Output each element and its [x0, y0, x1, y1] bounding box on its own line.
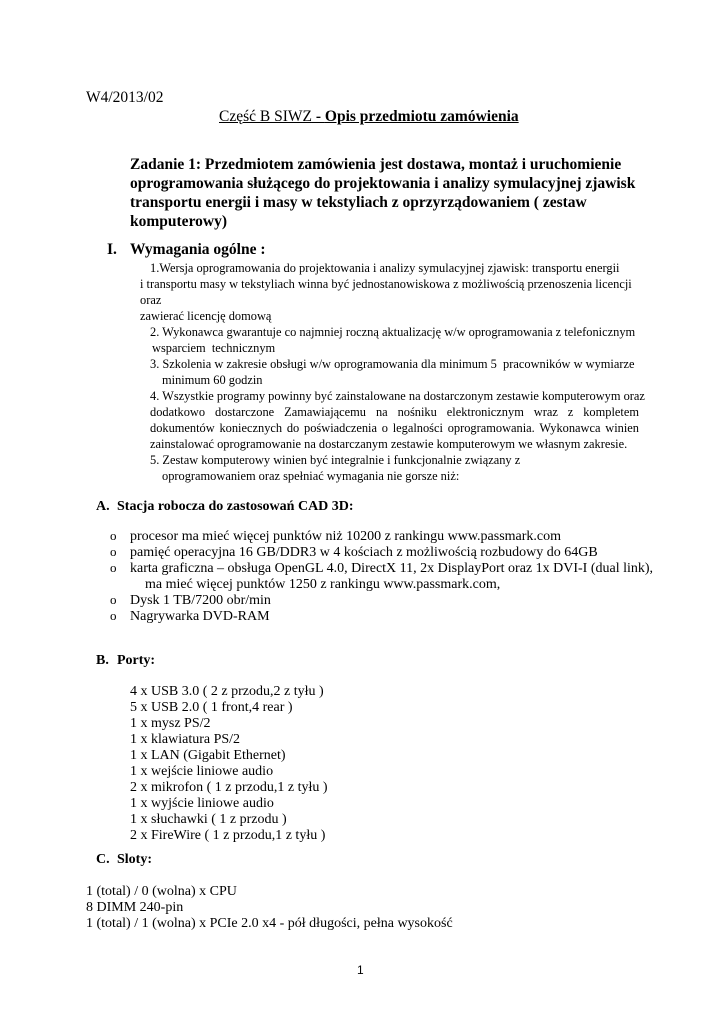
- section-1-heading: Wymagania ogólne :: [130, 241, 266, 258]
- list-item: Dysk 1 TB/7200 obr/min: [130, 593, 271, 608]
- slot-item: 1 (total) / 1 (wolna) x PCIe 2.0 x4 - pół długości, pełna wysokość: [86, 916, 453, 931]
- list-item: pamięć operacyjna 16 GB/DDR3 w 4 kościach z możliwością rozbudowy do 64GB: [130, 545, 598, 560]
- page-title: [219, 107, 519, 126]
- bullet-icon: o: [110, 608, 117, 623]
- task-line-2: oprogramowania służącego do projektowania i analizy symulacyjnej zjawisk: [130, 175, 636, 192]
- list-item-continuation: ma mieć więcej punktów 1250 z rankingu www.passmark.com,: [145, 577, 501, 592]
- task-line-4: komputerowy): [130, 213, 228, 230]
- requirement-line: 5. Zestaw komputerowy winien być integralnie i funkcjonalnie związany z: [150, 453, 521, 467]
- list-item: procesor ma mieć więcej punktów niż 10200 z rankingu www.passmark.com: [130, 529, 562, 544]
- port-item: 1 x klawiatura PS/2: [130, 732, 241, 747]
- requirement-line: oprogramowaniem oraz spełniać wymagania nie gorsze niż:: [162, 469, 460, 483]
- requirement-line: oraz: [140, 293, 162, 307]
- bullet-icon: o: [110, 528, 117, 543]
- requirement-line: 3. Szkolenia w zakresie obsługi w/w oprogramowania dla minimum 5 pracowników w wymiarze: [150, 357, 635, 371]
- section-a-number: A.: [96, 499, 110, 514]
- title-subject: Opis przedmiotu zamówienia: [324, 108, 519, 125]
- title-separator: -: [311, 108, 325, 125]
- port-item: 4 x USB 3.0 ( 2 z przodu,2 z tyłu ): [130, 684, 324, 699]
- requirement-line: minimum 60 godzin: [162, 373, 263, 387]
- port-item: 1 x słuchawki ( 1 z przodu ): [130, 812, 287, 827]
- requirement-line: dodatkowo dostarczone Zamawiającemu na nośniku elektronicznym wraz z kompletem: [150, 405, 639, 419]
- port-item: 1 x wyjście liniowe audio: [130, 796, 274, 811]
- requirement-line: zawierać licencję domową: [140, 309, 272, 323]
- slot-item: 1 (total) / 0 (wolna) x CPU: [86, 884, 237, 899]
- slot-item: 8 DIMM 240-pin: [86, 900, 184, 915]
- page-number: 1: [357, 963, 364, 977]
- section-c-number: C.: [96, 852, 110, 867]
- port-item: 2 x mikrofon ( 1 z przodu,1 z tyłu ): [130, 780, 328, 795]
- requirement-line: zainstalować oprogramowanie na dostarczanym zestawie komputerowym we własnym zakresie.: [150, 437, 628, 451]
- section-a-heading: Stacja robocza do zastosowań CAD 3D:: [117, 499, 354, 514]
- requirement-line: 2. Wykonawca gwarantuje co najmniej roczną aktualizację w/w oprogramowania z telefonicznym: [150, 325, 636, 339]
- requirement-line: 4. Wszystkie programy powinny być zainstalowane na dostarczonym zestawie komputerowym oraz: [150, 389, 645, 403]
- section-1-number: I.: [107, 241, 117, 258]
- section-b-number: B.: [96, 653, 109, 668]
- list-item: Nagrywarka DVD-RAM: [130, 609, 270, 624]
- requirement-line: dokumentów koniecznych do poświadczenia o legalności oprogramowania. Wykonawca winien: [150, 421, 639, 435]
- bullet-icon: o: [110, 592, 117, 607]
- title-part: Część B SIWZ: [219, 108, 312, 125]
- port-item: 1 x LAN (Gigabit Ethernet): [130, 748, 286, 763]
- port-item: 1 x wejście liniowe audio: [130, 764, 274, 779]
- section-b-heading: Porty:: [117, 653, 156, 668]
- port-item: 1 x mysz PS/2: [130, 716, 211, 731]
- requirement-line: 1.Wersja oprogramowania do projektowania i analizy symulacyjnej zjawisk: transportu energii: [150, 261, 620, 275]
- list-item: karta graficzna – obsługa OpenGL 4.0, DirectX 11, 2x DisplayPort oraz 1x DVI-I (dual link),: [130, 561, 654, 576]
- document-reference: W4/2013/02: [86, 89, 164, 106]
- requirement-line: i transportu masy w tekstyliach winna być jednostanowiskowa z możliwością przenoszenia licencji: [140, 277, 632, 291]
- port-item: 2 x FireWire ( 1 z przodu,1 z tyłu ): [130, 828, 326, 843]
- requirement-line: wsparciem technicznym: [152, 341, 276, 355]
- bullet-icon: o: [110, 560, 117, 575]
- task-line-1: Zadanie 1: Przedmiotem zamówienia jest dostawa, montaż i uruchomienie: [130, 156, 622, 173]
- section-c-heading: Sloty:: [117, 852, 152, 867]
- bullet-icon: o: [110, 544, 117, 559]
- task-line-3: transportu energii i masy w tekstyliach z oprzyrządowaniem ( zestaw: [130, 194, 587, 211]
- port-item: 5 x USB 2.0 ( 1 front,4 rear ): [130, 700, 293, 715]
